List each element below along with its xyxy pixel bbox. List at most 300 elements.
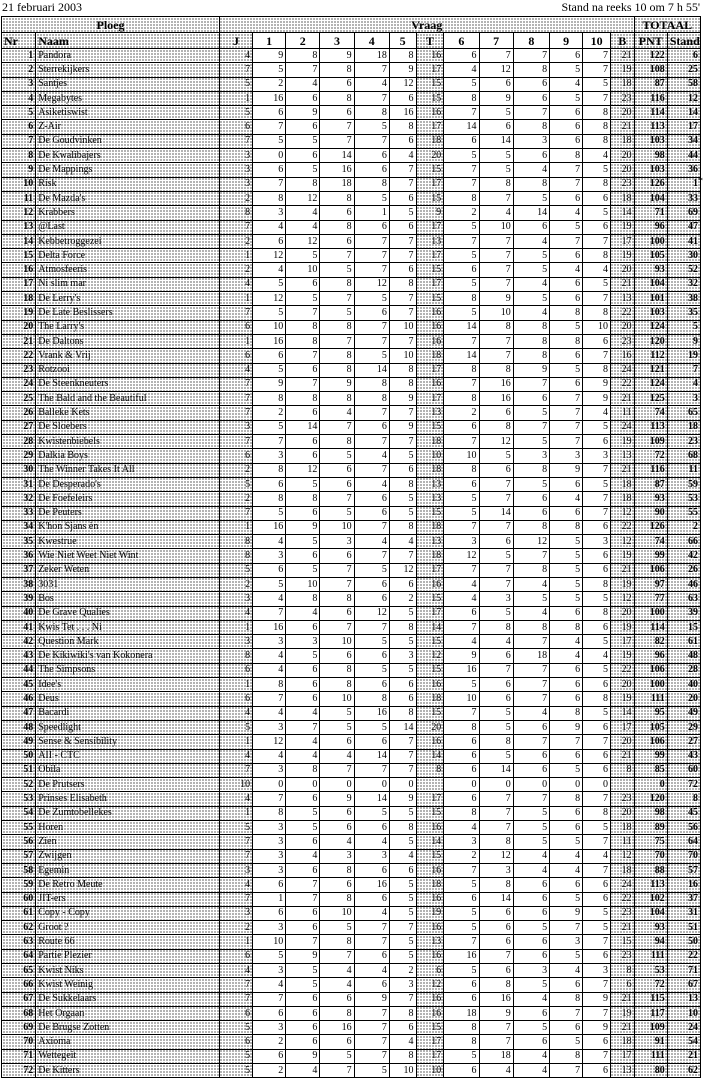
score-j: 3 <box>219 177 252 191</box>
score-q7: 6 <box>479 77 513 91</box>
score-q10: 8 <box>583 134 611 148</box>
team-name: Wettegeit <box>36 1049 220 1063</box>
score-j: 1 <box>219 249 252 263</box>
score-q4: 6 <box>354 649 389 663</box>
score-q3: 6 <box>320 77 354 91</box>
score-q6: 4 <box>444 63 479 77</box>
total-stand: 46 <box>667 577 700 591</box>
score-q4: 6 <box>354 892 389 906</box>
score-b: 17 <box>610 635 634 649</box>
table-row <box>2 349 701 363</box>
score-q10: 7 <box>583 835 611 849</box>
score-q5: 6 <box>389 220 416 234</box>
score-q7: 7 <box>479 477 513 491</box>
score-b: 23 <box>610 949 634 963</box>
total-pnt: 113 <box>634 120 667 134</box>
total-stand: 16 <box>667 878 700 892</box>
score-q4: 1 <box>354 206 389 220</box>
score-q10: 7 <box>583 463 611 477</box>
score-q2: 6 <box>286 692 320 706</box>
table-row <box>2 392 701 406</box>
score-q6: 6 <box>444 892 479 906</box>
score-q4: 6 <box>354 220 389 234</box>
score-q1: 6 <box>253 477 286 491</box>
score-q2: 4 <box>286 735 320 749</box>
score-q6: 5 <box>444 249 479 263</box>
score-q8: 5 <box>513 835 549 849</box>
score-q3: 10 <box>320 906 354 920</box>
score-q4: 4 <box>354 535 389 549</box>
score-b: 20 <box>610 806 634 820</box>
score-q3: 6 <box>320 206 354 220</box>
total-pnt: 122 <box>634 49 667 63</box>
score-q8: 8 <box>513 334 549 348</box>
score-q5: 2 <box>389 592 416 606</box>
table-row <box>2 363 701 377</box>
team-name: Partie Plezier <box>36 949 220 963</box>
score-q3: 9 <box>320 377 354 391</box>
score-q5: 5 <box>389 906 416 920</box>
score-q7: 14 <box>479 506 513 520</box>
total-stand: 70 <box>667 849 700 863</box>
score-q2: 12 <box>286 463 320 477</box>
score-q5: 5 <box>389 935 416 949</box>
total-pnt: 112 <box>634 349 667 363</box>
score-q1: 10 <box>253 935 286 949</box>
total-stand: 34 <box>667 134 700 148</box>
total-pnt: 88 <box>634 863 667 877</box>
score-q8: 6 <box>513 906 549 920</box>
score-q3: 8 <box>320 863 354 877</box>
score-q6: 6 <box>444 606 479 620</box>
score-t: 17 <box>416 792 444 806</box>
team-name: Kwestrue <box>36 535 220 549</box>
total-pnt: 98 <box>634 806 667 820</box>
score-q8: 8 <box>513 63 549 77</box>
score-q8: 6 <box>513 220 549 234</box>
score-q1: 3 <box>253 863 286 877</box>
score-q1: 8 <box>253 191 286 205</box>
score-q1: 4 <box>253 649 286 663</box>
row-nr: 48 <box>2 720 36 734</box>
team-name: Prinses Elisabeth <box>36 792 220 806</box>
score-q5: 7 <box>389 292 416 306</box>
total-stand: 57 <box>667 863 700 877</box>
total-pnt: 106 <box>634 663 667 677</box>
score-q8: 6 <box>513 720 549 734</box>
score-q7: 5 <box>479 149 513 163</box>
score-q9: 4 <box>550 492 583 506</box>
score-q8: 7 <box>513 549 549 563</box>
score-b: 17 <box>610 1049 634 1063</box>
score-q8: 4 <box>513 1049 549 1063</box>
team-name: K'hon Sjans èn <box>36 520 220 534</box>
score-t: 16 <box>416 949 444 963</box>
score-q7: 14 <box>479 763 513 777</box>
total-stand: 10 <box>667 1006 700 1020</box>
score-b: 21 <box>610 749 634 763</box>
score-q2: 10 <box>286 577 320 591</box>
score-t: 19 <box>416 906 444 920</box>
score-q5: 7 <box>389 921 416 935</box>
score-j: 5 <box>219 77 252 91</box>
team-name: Deus <box>36 692 220 706</box>
score-t: 17 <box>416 1035 444 1049</box>
total-stand: 48 <box>667 649 700 663</box>
score-t: 17 <box>416 363 444 377</box>
total-pnt: 98 <box>634 149 667 163</box>
score-q3: 0 <box>320 778 354 792</box>
score-q5: 8 <box>389 277 416 291</box>
score-q3: 7 <box>320 292 354 306</box>
team-name: Delta Force <box>36 249 220 263</box>
total-stand: 36 <box>667 163 700 177</box>
team-name: De Zumtobellekes <box>36 806 220 820</box>
score-t: 16 <box>416 863 444 877</box>
score-q8: 4 <box>513 277 549 291</box>
score-q3: 6 <box>320 606 354 620</box>
score-j: 2 <box>219 492 252 506</box>
score-q6: 4 <box>444 577 479 591</box>
score-q2: 8 <box>286 763 320 777</box>
score-q1: 6 <box>253 106 286 120</box>
row-nr: 43 <box>2 649 36 663</box>
score-q5: 9 <box>389 63 416 77</box>
score-q2: 6 <box>286 906 320 920</box>
score-j: 2 <box>219 263 252 277</box>
total-stand: 53 <box>667 492 700 506</box>
score-q1: 6 <box>253 906 286 920</box>
score-q10: 4 <box>583 149 611 163</box>
row-nr: 12 <box>2 206 36 220</box>
score-q7: 6 <box>479 678 513 692</box>
team-name: Z-Air <box>36 120 220 134</box>
score-q10: 7 <box>583 735 611 749</box>
score-q3: 4 <box>320 978 354 992</box>
score-q4: 8 <box>354 392 389 406</box>
score-q6: 7 <box>444 177 479 191</box>
score-q7: 4 <box>479 206 513 220</box>
total-pnt: 96 <box>634 649 667 663</box>
score-q9: 5 <box>550 91 583 105</box>
score-q3: 18 <box>320 177 354 191</box>
score-b: 22 <box>610 520 634 534</box>
score-q6: 6 <box>444 1064 479 1078</box>
score-q6: 7 <box>444 377 479 391</box>
table-row <box>2 1064 701 1078</box>
score-q4: 7 <box>354 921 389 935</box>
score-q9: 8 <box>550 306 583 320</box>
team-name: De Brugse Zotten <box>36 1021 220 1035</box>
score-q7: 9 <box>479 1006 513 1020</box>
score-q5: 4 <box>389 149 416 163</box>
score-q8: 5 <box>513 406 549 420</box>
score-q7: 5 <box>479 606 513 620</box>
score-q2: 6 <box>286 1035 320 1049</box>
score-j: 5 <box>219 720 252 734</box>
score-j: 4 <box>219 749 252 763</box>
score-q4: 7 <box>354 1049 389 1063</box>
score-q3: 5 <box>320 1049 354 1063</box>
row-nr: 7 <box>2 134 36 148</box>
score-q4: 5 <box>354 635 389 649</box>
score-q6: 6 <box>444 477 479 491</box>
score-q3: 8 <box>320 392 354 406</box>
team-name: De Retro Meute <box>36 878 220 892</box>
total-stand: 43 <box>667 749 700 763</box>
table-row <box>2 863 701 877</box>
table-row <box>2 835 701 849</box>
score-q8: 6 <box>513 749 549 763</box>
score-q9: 5 <box>550 363 583 377</box>
score-q10: 9 <box>583 392 611 406</box>
table-row <box>2 620 701 634</box>
score-q7: 7 <box>479 1021 513 1035</box>
score-q10: 4 <box>583 849 611 863</box>
score-q10: 5 <box>583 821 611 835</box>
score-t: 12 <box>416 649 444 663</box>
table-row <box>2 377 701 391</box>
score-q8: 8 <box>513 520 549 534</box>
score-q7: 5 <box>479 163 513 177</box>
total-pnt: 100 <box>634 678 667 692</box>
score-j: 3 <box>219 906 252 920</box>
score-q9: 6 <box>550 1021 583 1035</box>
total-pnt: 85 <box>634 763 667 777</box>
row-nr: 63 <box>2 935 36 949</box>
total-stand: 19 <box>667 349 700 363</box>
score-q8: 7 <box>513 735 549 749</box>
row-nr: 46 <box>2 692 36 706</box>
score-q1: 3 <box>253 1021 286 1035</box>
score-j: 7 <box>219 377 252 391</box>
score-q9: 4 <box>550 206 583 220</box>
score-j: 2 <box>219 921 252 935</box>
total-stand: 58 <box>667 77 700 91</box>
score-q8: 5 <box>513 1021 549 1035</box>
total-pnt: 111 <box>634 1049 667 1063</box>
score-q7: 9 <box>479 292 513 306</box>
score-q5: 4 <box>389 849 416 863</box>
score-q10: 8 <box>583 692 611 706</box>
score-q2: 12 <box>286 234 320 248</box>
score-q1: 2 <box>253 406 286 420</box>
score-b: 19 <box>610 63 634 77</box>
score-q5: 5 <box>389 663 416 677</box>
score-t: 15 <box>416 77 444 91</box>
score-q10: 6 <box>583 763 611 777</box>
score-q10: 8 <box>583 606 611 620</box>
score-q6: 3 <box>444 535 479 549</box>
total-stand: 33 <box>667 191 700 205</box>
table-row <box>2 206 701 220</box>
score-q10: 6 <box>583 892 611 906</box>
team-name: De Foefeleirs <box>36 492 220 506</box>
score-q8: 6 <box>513 935 549 949</box>
score-q7: 10 <box>479 306 513 320</box>
score-q6: 6 <box>444 992 479 1006</box>
score-q7: 8 <box>479 735 513 749</box>
score-q5: 5 <box>389 878 416 892</box>
score-j: 3 <box>219 163 252 177</box>
total-pnt: 120 <box>634 792 667 806</box>
row-nr: 2 <box>2 63 36 77</box>
score-q4: 5 <box>354 663 389 677</box>
score-b: 21 <box>610 120 634 134</box>
score-q2: 6 <box>286 835 320 849</box>
table-row <box>2 821 701 835</box>
score-q4: 5 <box>354 292 389 306</box>
score-j: 1 <box>219 620 252 634</box>
score-q8: 5 <box>513 435 549 449</box>
score-t: 17 <box>416 249 444 263</box>
score-t: 6 <box>416 964 444 978</box>
team-name: Asiketiswist <box>36 106 220 120</box>
score-q3: 6 <box>320 878 354 892</box>
score-q3: 5 <box>320 263 354 277</box>
score-q3: 9 <box>320 792 354 806</box>
score-q2: 6 <box>286 1006 320 1020</box>
score-q4: 5 <box>354 806 389 820</box>
score-q7: 7 <box>479 492 513 506</box>
score-q10: 7 <box>583 292 611 306</box>
table-row <box>2 177 701 191</box>
score-q9: 8 <box>550 620 583 634</box>
total-stand: 35 <box>667 306 700 320</box>
score-q2: 9 <box>286 949 320 963</box>
score-q10: 7 <box>583 1049 611 1063</box>
total-pnt: 97 <box>634 577 667 591</box>
score-j: 4 <box>219 706 252 720</box>
row-nr: 56 <box>2 835 36 849</box>
table-row <box>2 134 701 148</box>
score-q10: 9 <box>583 992 611 1006</box>
total-pnt: 111 <box>634 949 667 963</box>
score-q7: 6 <box>479 649 513 663</box>
table-row <box>2 792 701 806</box>
team-name: Bacardi <box>36 706 220 720</box>
score-q2: 6 <box>286 120 320 134</box>
score-q9: 7 <box>550 392 583 406</box>
score-q5: 7 <box>389 306 416 320</box>
row-nr: 51 <box>2 763 36 777</box>
total-stand: 47 <box>667 220 700 234</box>
score-q5: 8 <box>389 120 416 134</box>
total-pnt: 115 <box>634 992 667 1006</box>
score-q7: 7 <box>479 249 513 263</box>
score-q5: 7 <box>389 334 416 348</box>
score-q10: 7 <box>583 492 611 506</box>
score-q4: 5 <box>354 720 389 734</box>
row-nr: 6 <box>2 120 36 134</box>
score-q6: 14 <box>444 120 479 134</box>
row-nr: 25 <box>2 392 36 406</box>
score-q1: 12 <box>253 249 286 263</box>
score-q6: 10 <box>444 449 479 463</box>
score-b: 20 <box>610 106 634 120</box>
score-j: 7 <box>219 763 252 777</box>
score-q5: 8 <box>389 49 416 63</box>
score-q7: 5 <box>479 720 513 734</box>
score-j: 1 <box>219 334 252 348</box>
score-q5: 8 <box>389 363 416 377</box>
score-q3: 6 <box>320 992 354 1006</box>
team-name: De Kitters <box>36 1064 220 1078</box>
row-nr: 32 <box>2 492 36 506</box>
score-q8: 4 <box>513 849 549 863</box>
score-q3: 14 <box>320 149 354 163</box>
score-b: 8 <box>610 763 634 777</box>
score-q4: 6 <box>354 735 389 749</box>
score-q10: 6 <box>583 1064 611 1078</box>
score-q7: 6 <box>479 463 513 477</box>
score-q9: 6 <box>550 878 583 892</box>
score-q2: 4 <box>286 706 320 720</box>
team-name: De Mappings <box>36 163 220 177</box>
score-q10: 5 <box>583 663 611 677</box>
score-b: 19 <box>610 220 634 234</box>
score-q6: 8 <box>444 292 479 306</box>
score-q8: 4 <box>513 1064 549 1078</box>
score-j: 4 <box>219 878 252 892</box>
score-q3: 4 <box>320 406 354 420</box>
score-t: 16 <box>416 735 444 749</box>
score-q6: 4 <box>444 592 479 606</box>
score-q5: 8 <box>389 706 416 720</box>
table-row <box>2 320 701 334</box>
row-nr: 10 <box>2 177 36 191</box>
score-q10: 7 <box>583 1006 611 1020</box>
score-q10: 8 <box>583 120 611 134</box>
total-pnt: 77 <box>634 592 667 606</box>
score-b: 20 <box>610 263 634 277</box>
pnt-header: PNT <box>634 33 667 49</box>
score-j: 6 <box>219 663 252 677</box>
score-q8: 8 <box>513 463 549 477</box>
score-q8: 5 <box>513 921 549 935</box>
team-name: Santjes <box>36 77 220 91</box>
score-q8: 12 <box>513 535 549 549</box>
score-j: 5 <box>219 1049 252 1063</box>
score-q6: 14 <box>444 320 479 334</box>
score-q2: 5 <box>286 134 320 148</box>
score-j: 5 <box>219 106 252 120</box>
score-q10: 7 <box>583 349 611 363</box>
score-b: 20 <box>610 320 634 334</box>
table-row <box>2 849 701 863</box>
score-b: 23 <box>610 906 634 920</box>
team-name: De Prutsers <box>36 778 220 792</box>
score-q1: 8 <box>253 492 286 506</box>
table-row <box>2 420 701 434</box>
score-q9: 7 <box>550 177 583 191</box>
score-t: 16 <box>416 577 444 591</box>
total-pnt: 116 <box>634 91 667 105</box>
score-q1: 5 <box>253 506 286 520</box>
score-q6: 7 <box>444 563 479 577</box>
score-t: 15 <box>416 706 444 720</box>
score-q6: 9 <box>444 649 479 663</box>
score-q4: 6 <box>354 163 389 177</box>
score-q5: 9 <box>389 420 416 434</box>
score-q10: 5 <box>583 77 611 91</box>
status-text: Stand na reeks 10 om 7 h 55' <box>561 0 700 14</box>
table-row <box>2 892 701 906</box>
score-q9: 7 <box>550 1006 583 1020</box>
table-row <box>2 149 701 163</box>
team-name: De Late Beslissers <box>36 306 220 320</box>
score-q3: 10 <box>320 692 354 706</box>
